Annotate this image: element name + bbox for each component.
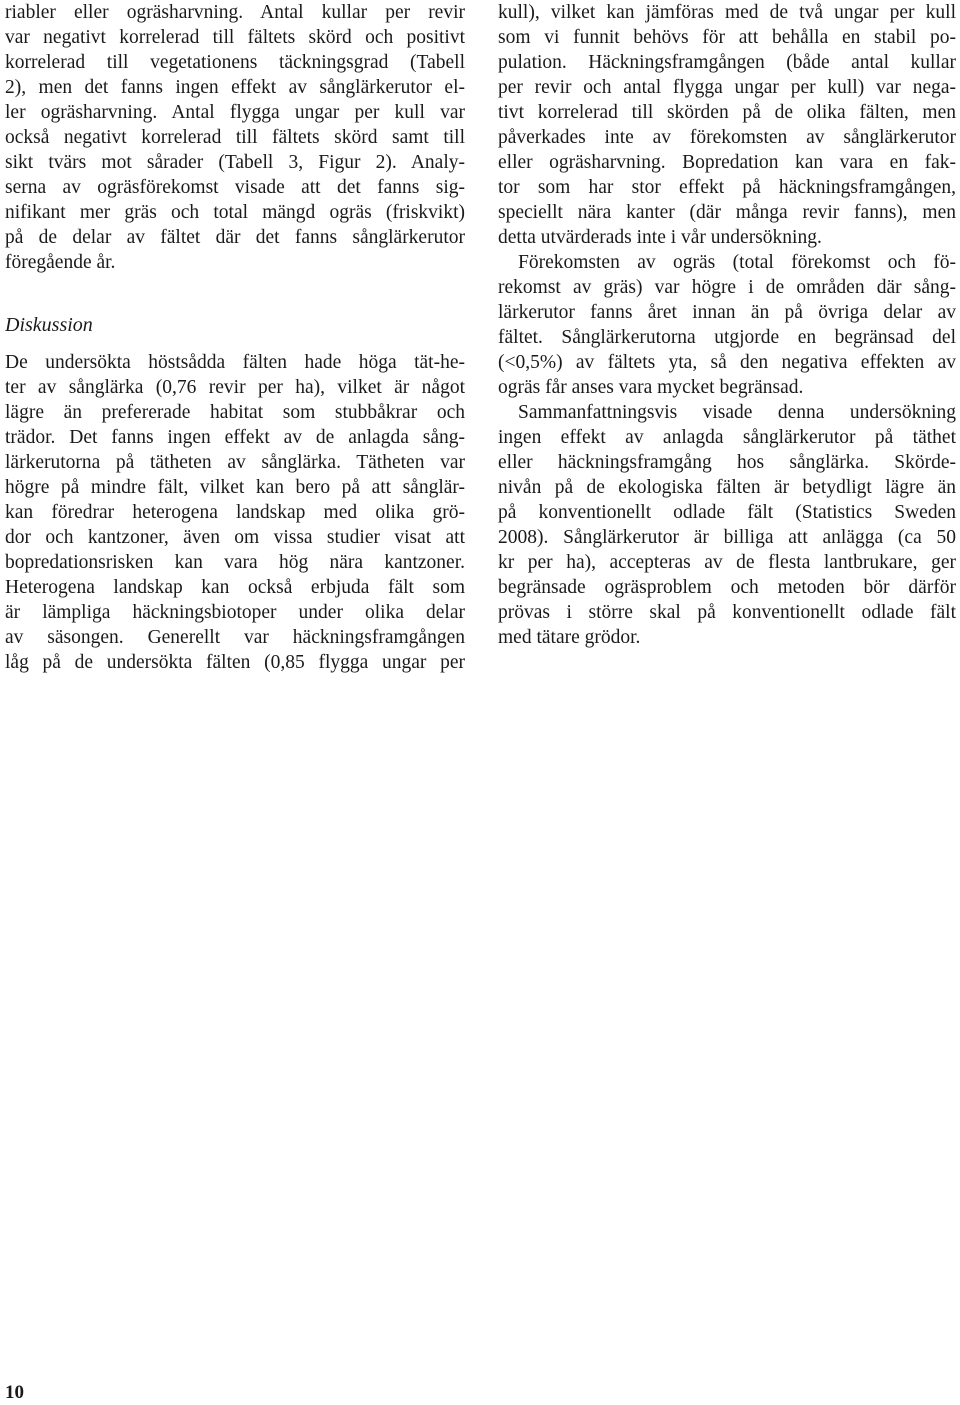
- text-line: ler ogräsharvning. Antal flygga ungar per kull var: [5, 102, 465, 123]
- text-line: högre på mindre fält, vilket kan bero på att sånglär-: [5, 477, 465, 498]
- text-line: 2), men det fanns ingen effekt av sånglärkerutor el-: [5, 77, 465, 98]
- text-line: ingen effekt av anlagda sånglärkerutor på täthet: [498, 427, 956, 448]
- text-line: Förekomsten av ogräs (total förekomst och fö-: [518, 252, 956, 273]
- text-line: korrelerad till vegetationens täckningsgrad (Tabell: [5, 52, 465, 73]
- page-number: 10: [5, 1382, 24, 1403]
- text-line: lärkerutorna på tätheten av sånglärka. Tätheten var: [5, 452, 465, 473]
- summary-paragraph: [498, 400, 956, 650]
- text-line: 2008). Sånglärkerutor är billiga att anlägga (ca 50: [498, 527, 956, 548]
- text-line: serna av ogräsförekomst visade att det fanns sig-: [5, 177, 465, 198]
- text-line: nivån på de ekologiska fälten är betydligt lägre än: [498, 477, 956, 498]
- weed-paragraph: [498, 250, 956, 400]
- text-line: Heterogena landskap kan också erbjuda fält som: [5, 577, 465, 598]
- text-line: också negativt korrelerad till fältets skörd samt till: [5, 127, 465, 148]
- text-line: pulation. Häckningsframgången (både antal kullar: [498, 52, 956, 73]
- text-line: speciellt nära kanter (där många revir fanns), men: [498, 202, 956, 223]
- section-heading: Diskussion: [5, 314, 93, 336]
- text-line: detta utvärderads inte i vår undersökning.: [498, 227, 822, 248]
- left-column: [5, 0, 465, 675]
- text-line: sikt tvärs mot sårader (Tabell 3, Figur 2). Analy-: [5, 152, 465, 173]
- text-line: tivt korrelerad till skörden på de olika fälten, men: [498, 102, 956, 123]
- results-paragraph: [5, 0, 465, 275]
- text-line: som vi funnit behövs för att behålla en stabil po-: [498, 27, 956, 48]
- text-line: ogräs får anses vara mycket begränsad.: [498, 377, 804, 398]
- text-line: dor och kantzoner, även om vissa studier visat att: [5, 527, 465, 548]
- text-line: ter av sånglärka (0,76 revir per ha), vilket är något: [5, 377, 465, 398]
- text-line: fältet. Sånglärkerutorna utgjorde en begränsad del: [498, 327, 956, 348]
- text-line: per revir och antal flygga ungar per kull) var nega-: [498, 77, 956, 98]
- text-line: kull), vilket kan jämföras med de två ungar per kull: [498, 2, 956, 23]
- text-line: prövas i större skal på konventionellt odlade fält: [498, 602, 956, 623]
- text-line: riabler eller ogräsharvning. Antal kullar per revir: [5, 2, 465, 23]
- text-line: på konventionellt odlade fält (Statistics Sweden: [498, 502, 956, 523]
- text-line: lägre än prefererade habitat som stubbåkrar och: [5, 402, 465, 423]
- text-line: trädor. Det fanns ingen effekt av de anlagda sång-: [5, 427, 465, 448]
- text-line: av säsongen. Generellt var häckningsframgången: [5, 627, 465, 648]
- text-line: är lämpliga häckningsbiotoper under olika delar: [5, 602, 465, 623]
- text-line: lärkerutor fanns året innan än på övriga delar av: [498, 302, 956, 323]
- text-line: bopredationsrisken kan vara hög nära kantzoner.: [5, 552, 465, 573]
- discussion-continued-paragraph: [498, 0, 956, 250]
- text-line: kr per ha), accepteras av de flesta lantbrukare, ger: [498, 552, 956, 573]
- right-column: [498, 0, 956, 650]
- text-line: begränsade ogräsproblem och metoden bör därför: [498, 577, 956, 598]
- text-line: med tätare grödor.: [498, 627, 641, 648]
- text-line: nifikant mer gräs och total mängd ogräs (friskvikt): [5, 202, 465, 223]
- text-line: låg på de undersökta fälten (0,85 flygga ungar per: [5, 652, 465, 673]
- text-line: påverkades inte av förekomsten av sånglärkerutor: [498, 127, 956, 148]
- discussion-paragraph: [5, 350, 465, 675]
- text-line: eller häckningsframgång hos sånglärka. Skörde-: [498, 452, 956, 473]
- text-line: eller ogräsharvning. Bopredation kan vara en fak-: [498, 152, 956, 173]
- text-line: Sammanfattningsvis visade denna undersökning: [518, 402, 956, 423]
- text-line: (<0,5%) av fältets yta, så den negativa effekten av: [498, 352, 956, 373]
- text-line: De undersökta höstsådda fälten hade höga tät-he-: [5, 352, 465, 373]
- text-line: kan föredrar heterogena landskap med olika grö-: [5, 502, 465, 523]
- text-line: rekomst av gräs) var högre i de områden där sång-: [498, 277, 956, 298]
- text-line: tor som har stor effekt på häckningsframgången,: [498, 177, 956, 198]
- text-line: på de delar av fältet där det fanns sånglärkerutor: [5, 227, 465, 248]
- text-line: föregående år.: [5, 252, 116, 273]
- text-line: var negativt korrelerad till fältets skörd och positivt: [5, 27, 465, 48]
